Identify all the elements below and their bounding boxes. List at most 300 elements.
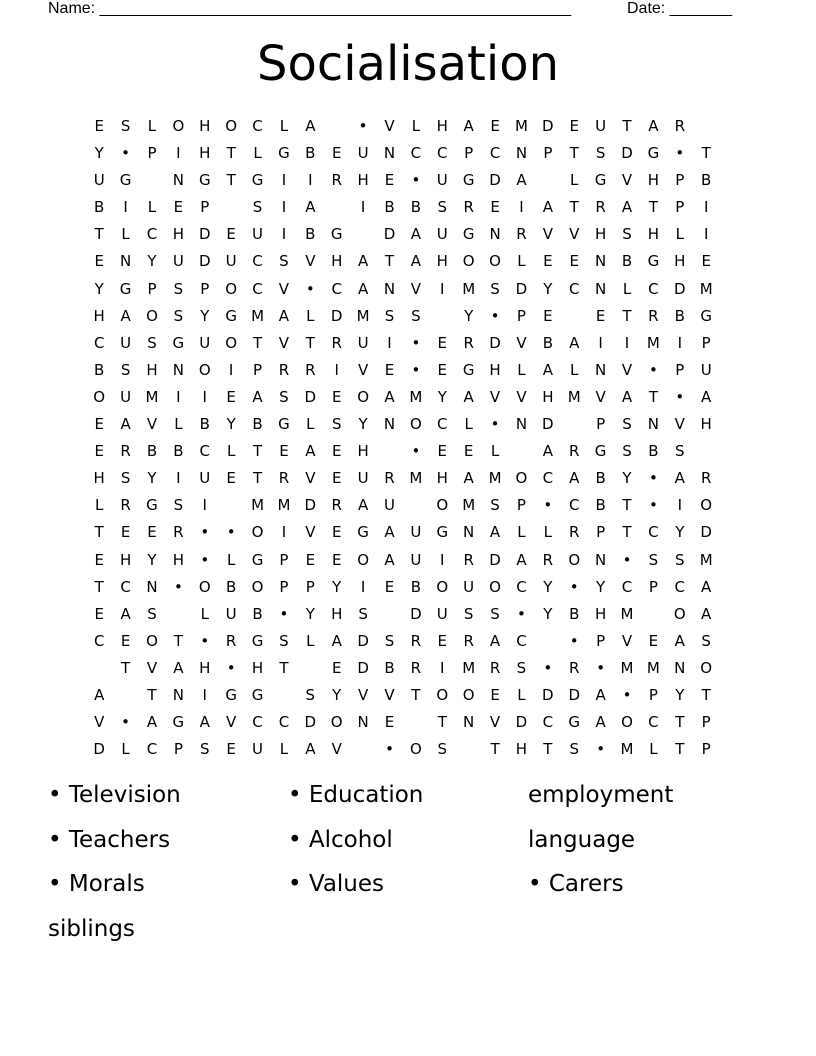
grid-cell: O (462, 252, 475, 271)
grid-cell: • (121, 713, 131, 732)
grid-cell: H (172, 550, 184, 569)
grid-cell: G (436, 523, 449, 542)
grid-cell: V (621, 631, 633, 650)
grid-cell: E (305, 550, 316, 569)
grid-cell: T (94, 523, 104, 542)
grid-cell: B (542, 333, 553, 352)
grid-cell: I (308, 171, 313, 190)
grid-cell: G (357, 523, 369, 542)
grid-cell: C (437, 415, 448, 434)
grid-cell: L (411, 117, 421, 135)
grid-cell: P (701, 333, 711, 352)
grid-cell: Y (147, 469, 157, 488)
grid-cell: G (462, 171, 475, 190)
grid-cell: G (172, 333, 185, 352)
grid-cell: E (569, 117, 579, 135)
grid-cell: M (462, 496, 476, 515)
grid-cell: B (94, 360, 105, 379)
grid-cell: C (252, 713, 263, 732)
grid-cell: V (516, 387, 527, 406)
grid-cell: L (517, 685, 526, 704)
grid-cell: O (251, 577, 264, 596)
grid-cell: L (226, 442, 236, 461)
grid-cell: D (304, 713, 317, 732)
grid-cell: E (490, 198, 500, 217)
grid-cell (376, 438, 402, 465)
grid-cell: I (334, 360, 339, 379)
grid-cell: P (675, 198, 685, 217)
grid-cell: L (121, 740, 130, 759)
grid-cell: • (648, 496, 658, 515)
grid-cell: I (228, 360, 234, 379)
grid-cell: I (360, 577, 366, 596)
grid-cell: O (357, 387, 369, 406)
grid-cell: E (595, 306, 606, 325)
grid-cell: O (568, 550, 581, 569)
grid-cell: P (279, 550, 289, 569)
grid-cell: N (172, 171, 184, 190)
grid-cell: M (514, 117, 528, 135)
grid-cell: H (331, 604, 343, 623)
grid-cell: H (436, 117, 448, 135)
grid-cell: M (620, 604, 634, 623)
grid-cell: N (463, 523, 475, 542)
grid-cell: P (675, 360, 685, 379)
grid-cell: B (569, 604, 580, 623)
grid-cell: N (674, 658, 686, 677)
grid-cell: A (463, 387, 474, 406)
grid-cell: S (437, 740, 448, 759)
grid-cell: N (357, 713, 369, 732)
grid-cell: C (516, 577, 527, 596)
grid-cell: B (305, 144, 316, 163)
grid-cell: R (173, 523, 184, 542)
grid-cell (86, 655, 112, 682)
grid-cell: E (147, 523, 157, 542)
grid-cell: V (331, 740, 342, 759)
grid-cell: E (437, 442, 448, 461)
grid-cell: E (94, 252, 104, 271)
grid-cell: E (331, 442, 342, 461)
grid-cell: E (384, 713, 395, 732)
grid-cell: B (305, 225, 316, 244)
grid-cell: D (93, 740, 105, 759)
grid-cell: A (463, 469, 474, 488)
grid-cell: T (490, 740, 500, 759)
grid-cell: V (146, 658, 158, 677)
grid-cell: A (569, 333, 580, 352)
grid-cell: S (675, 442, 685, 461)
grid-cell: S (622, 415, 632, 434)
grid-cell: E (94, 117, 104, 135)
grid-cell: E (226, 225, 236, 244)
grid-cell (693, 438, 719, 465)
grid-cell: R (463, 333, 474, 352)
grid-cell: C (648, 713, 659, 732)
grid-cell: S (305, 685, 316, 704)
grid-cell: D (410, 604, 422, 623)
grid-cell: D (542, 415, 554, 434)
grid-cell: R (674, 117, 685, 135)
grid-cell: T (543, 740, 553, 759)
grid-cell: N (595, 550, 607, 569)
grid-cell: T (121, 658, 131, 677)
grid-cell: H (594, 604, 607, 623)
grid-cell: G (251, 171, 264, 190)
grid-cell: S (490, 279, 500, 298)
grid-cell: E (463, 442, 474, 461)
grid-cell: O (621, 713, 633, 732)
grid-cell: L (570, 360, 579, 379)
grid-cell: Y (675, 685, 685, 704)
grid-cell: M (646, 333, 660, 352)
word-list (48, 778, 768, 956)
grid-cell: E (331, 144, 342, 163)
grid-cell: U (463, 577, 475, 596)
grid-cell: M (409, 387, 423, 406)
grid-cell: O (462, 685, 475, 704)
grid-cell: V (278, 279, 290, 298)
grid-cell: P (701, 713, 711, 732)
grid-cell: G (278, 415, 290, 434)
grid-cell: E (543, 306, 553, 325)
grid-cell: A (305, 198, 316, 217)
grid-cell: B (94, 198, 105, 217)
page-title: Socialisation (256, 36, 559, 92)
grid-cell: O (436, 496, 449, 515)
grid-cell: R (331, 171, 342, 190)
grid-cell: • (411, 442, 421, 461)
grid-cell: S (411, 306, 421, 325)
grid-cell: V (621, 171, 633, 190)
name-field-label: Name: _____________________________________________________ (48, 0, 572, 17)
grid-cell: B (199, 415, 210, 434)
grid-cell: L (517, 360, 526, 379)
grid-cell: U (199, 469, 211, 488)
grid-cell: D (304, 496, 317, 515)
grid-cell: U (700, 360, 712, 379)
grid-cell: I (703, 225, 709, 244)
grid-cell: C (516, 631, 527, 650)
grid-cell: N (515, 415, 528, 434)
grid-cell: O (515, 469, 528, 488)
grid-cell: • (543, 496, 553, 515)
grid-cell: G (119, 171, 132, 190)
grid-cell: V (542, 225, 553, 244)
grid-cell (535, 628, 561, 655)
grid-cell (455, 736, 481, 763)
grid-cell: L (279, 740, 289, 759)
grid-cell (297, 655, 323, 682)
grid-cell: U (436, 225, 448, 244)
grid-cell: T (622, 496, 632, 515)
grid-cell: Y (94, 279, 104, 298)
grid-cell: E (279, 442, 289, 461)
grid-cell: A (305, 740, 316, 759)
grid-cell (508, 438, 534, 465)
grid-cell: D (542, 685, 554, 704)
grid-cell: • (622, 550, 632, 569)
grid-cell: T (305, 333, 315, 352)
grid-cell: A (542, 442, 553, 461)
grid-cell: V (674, 415, 685, 434)
grid-cell: C (648, 279, 659, 298)
grid-cell: M (462, 279, 476, 298)
grid-cell: I (624, 333, 630, 352)
grid-cell: L (147, 198, 157, 217)
grid-cell: I (677, 496, 682, 515)
grid-cell: D (198, 252, 211, 271)
grid-cell: A (384, 523, 395, 542)
word-list-item: language (528, 826, 636, 853)
grid-cell (165, 601, 191, 628)
grid-cell: C (568, 279, 580, 298)
grid-cell: G (146, 496, 158, 515)
grid-cell (693, 113, 719, 140)
grid-cell: D (700, 523, 712, 542)
grid-cell: P (464, 144, 474, 163)
grid-cell: E (331, 469, 342, 488)
grid-cell: A (674, 631, 685, 650)
grid-cell: A (569, 469, 580, 488)
grid-cell (403, 492, 429, 519)
grid-cell: I (360, 198, 366, 217)
grid-cell: O (146, 306, 158, 325)
grid-cell: T (147, 685, 157, 704)
grid-cell: O (700, 658, 713, 677)
grid-cell: T (622, 117, 632, 135)
grid-cell: Y (675, 523, 685, 542)
grid-cell: O (225, 279, 238, 298)
grid-cell: L (464, 415, 473, 434)
grid-cell: O (225, 333, 238, 352)
grid-cell: H (172, 225, 184, 244)
grid-cell: Y (147, 550, 157, 569)
grid-cell: S (622, 442, 632, 461)
grid-cell: C (252, 279, 263, 298)
word-list-item: • Television (48, 782, 181, 808)
grid-cell: C (278, 713, 290, 732)
grid-cell: H (489, 360, 501, 379)
grid-cell: G (330, 225, 343, 244)
grid-cell: C (437, 144, 448, 163)
grid-cell: L (306, 306, 315, 325)
grid-cell: N (515, 144, 528, 163)
grid-cell: E (226, 469, 236, 488)
grid-cell: N (172, 685, 184, 704)
grid-cell: E (226, 387, 236, 406)
grid-cell: C (331, 279, 342, 298)
grid-cell: D (357, 658, 369, 677)
grid-cell: B (252, 415, 263, 434)
grid-cell: • (517, 604, 526, 623)
grid-cell: A (621, 387, 633, 406)
grid-cell: A (357, 252, 369, 271)
grid-cell: N (647, 415, 660, 434)
grid-cell: B (384, 658, 395, 677)
grid-cell: • (648, 360, 658, 379)
grid-cell: A (701, 577, 712, 596)
grid-cell: • (675, 387, 685, 406)
grid-cell: S (437, 198, 448, 217)
grid-cell: B (621, 252, 633, 271)
grid-cell: O (700, 496, 713, 515)
grid-cell: O (673, 604, 686, 623)
grid-cell: • (675, 144, 685, 163)
grid-cell: • (173, 577, 183, 596)
grid-cell (561, 411, 587, 438)
grid-cell: A (542, 360, 553, 379)
grid-cell: R (331, 333, 342, 352)
grid-cell: P (147, 279, 157, 298)
grid-cell: G (119, 279, 132, 298)
grid-cell: C (252, 117, 263, 135)
grid-cell: I (703, 198, 709, 217)
grid-cell: B (173, 442, 184, 461)
grid-cell (324, 113, 350, 140)
grid-cell: R (463, 631, 474, 650)
grid-cell: D (489, 171, 501, 190)
grid-cell: P (173, 740, 183, 759)
grid-cell: M (462, 658, 476, 677)
grid-cell: A (252, 387, 263, 406)
grid-cell: D (515, 279, 528, 298)
grid-cell: D (198, 225, 211, 244)
grid-cell: • (226, 658, 236, 677)
grid-cell: A (595, 685, 606, 704)
grid-cell: S (279, 387, 289, 406)
grid-cell: • (200, 631, 210, 650)
grid-cell: P (516, 496, 526, 515)
grid-cell: E (384, 577, 395, 596)
grid-cell: T (252, 333, 263, 352)
grid-cell: E (94, 415, 104, 434)
grid-cell: S (173, 279, 184, 298)
grid-cell: C (489, 144, 501, 163)
grid-cell: T (226, 144, 236, 163)
grid-cell: C (146, 740, 158, 759)
grid-cell: E (94, 550, 104, 569)
grid-cell: O (409, 415, 422, 434)
grid-cell: • (411, 360, 421, 379)
grid-cell: R (489, 658, 501, 677)
grid-cell: L (517, 252, 526, 271)
grid-cell: U (384, 496, 395, 515)
grid-cell: P (200, 279, 210, 298)
grid-cell: S (120, 117, 131, 135)
grid-cell: P (596, 415, 606, 434)
grid-cell: R (278, 469, 290, 488)
grid-cell: Y (358, 415, 368, 434)
grid-cell: T (569, 144, 579, 163)
grid-cell: R (225, 631, 237, 650)
grid-cell: L (490, 442, 500, 461)
grid-cell: R (384, 469, 395, 488)
grid-cell: V (357, 685, 369, 704)
grid-cell: O (436, 685, 449, 704)
grid-cell: V (305, 523, 316, 542)
grid-cell: E (331, 658, 342, 677)
grid-cell: P (147, 144, 157, 163)
grid-cell: R (569, 523, 580, 542)
grid-cell: E (437, 333, 448, 352)
grid-cell: A (357, 279, 369, 298)
grid-cell: G (251, 631, 264, 650)
grid-cell: A (199, 713, 210, 732)
grid-cell: • (648, 469, 658, 488)
date-field-label: Date: _______ (627, 0, 732, 17)
grid-cell: Y (147, 252, 157, 271)
grid-cell: • (569, 631, 579, 650)
grid-cell: H (93, 306, 105, 325)
grid-cell: V (305, 252, 316, 271)
grid-cell: E (331, 523, 342, 542)
grid-cell: O (357, 550, 369, 569)
grid-cell: H (199, 144, 211, 163)
grid-cell: Y (305, 604, 315, 623)
grid-cell: O (409, 740, 422, 759)
grid-cell: U (436, 171, 448, 190)
grid-cell (350, 736, 376, 763)
grid-cell: Y (622, 469, 632, 488)
grid-cell: R (569, 658, 580, 677)
grid-cell (218, 492, 244, 519)
grid-cell: O (330, 713, 343, 732)
grid-cell: L (147, 117, 157, 135)
grid-cell: S (622, 225, 632, 244)
grid-cell: M (567, 387, 581, 406)
grid-cell: T (94, 577, 104, 596)
grid-cell: H (515, 740, 528, 759)
grid-cell: D (330, 306, 343, 325)
letter-grid (86, 113, 719, 763)
grid-cell: E (437, 631, 448, 650)
grid-cell: U (120, 333, 132, 352)
grid-cell: C (648, 523, 659, 542)
grid-cell: H (357, 442, 369, 461)
grid-cell: L (306, 415, 315, 434)
grid-cell: T (701, 685, 711, 704)
word-list-item: • Teachers (48, 826, 171, 853)
grid-cell: O (146, 631, 158, 650)
grid-cell: O (489, 252, 501, 271)
grid-cell: A (489, 523, 501, 542)
grid-cell: A (410, 252, 422, 271)
grid-cell: L (253, 144, 262, 163)
grid-cell: H (647, 225, 660, 244)
grid-cell: B (595, 469, 606, 488)
grid-cell: E (331, 550, 342, 569)
grid-cell: U (199, 333, 211, 352)
grid-cell: E (120, 631, 131, 650)
grid-cell: E (490, 685, 500, 704)
grid-cell: N (146, 577, 158, 596)
grid-cell: T (675, 713, 685, 732)
grid-cell: P (253, 360, 263, 379)
grid-cell: E (543, 252, 553, 271)
grid-cell: A (357, 496, 369, 515)
grid-cell: V (489, 713, 501, 732)
grid-cell (112, 682, 138, 709)
grid-cell: G (251, 685, 264, 704)
grid-cell: A (120, 604, 131, 623)
grid-cell: A (621, 198, 633, 217)
grid-cell: M (251, 496, 265, 515)
grid-cell: V (357, 360, 369, 379)
grid-cell: I (440, 550, 445, 569)
grid-cell: B (674, 306, 685, 325)
grid-cell: L (121, 225, 130, 244)
